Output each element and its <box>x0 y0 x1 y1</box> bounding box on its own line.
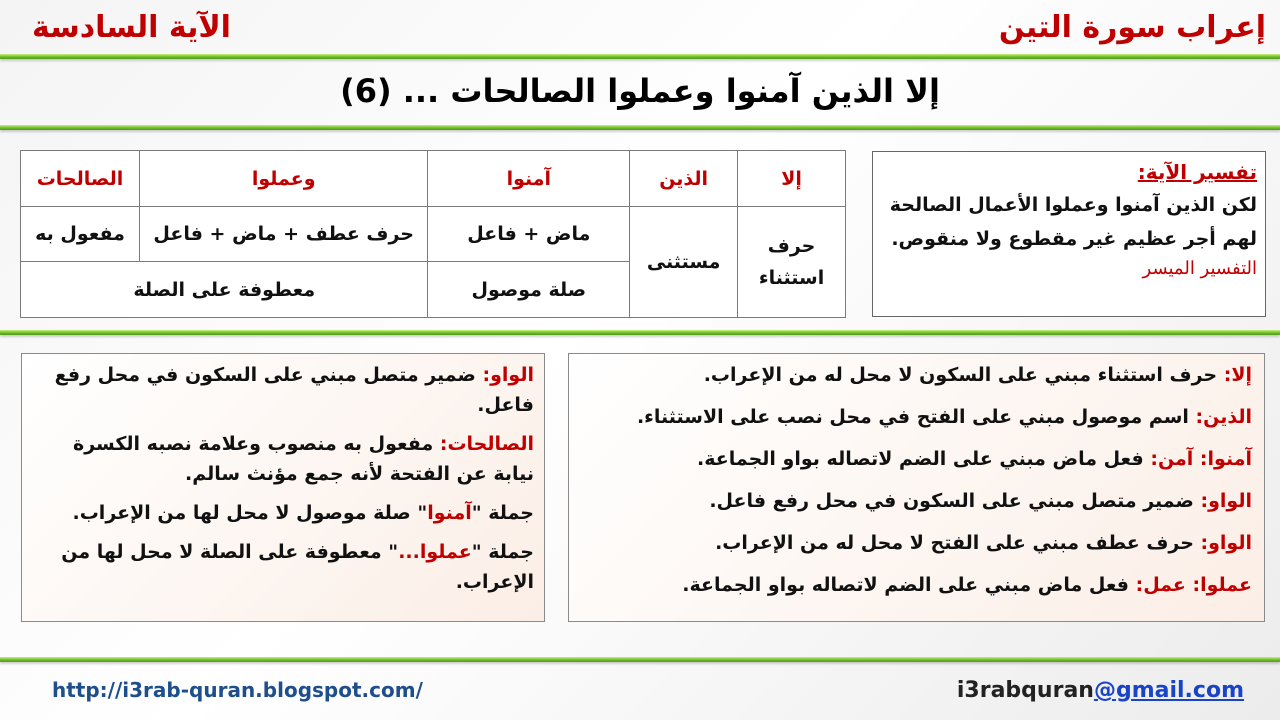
irab-word: الصالحات: <box>439 433 534 455</box>
tafsir-line: لكن الذين آمنوا وعملوا الأعمال الصالحة <box>889 194 1257 216</box>
irab-line <box>579 570 1252 600</box>
irab-word: الواو: <box>1200 532 1252 554</box>
irab-text: اسم موصول مبني على الفتح في محل نصب على الاستثناء. <box>636 406 1196 428</box>
irab-word: عملوا... <box>398 541 472 563</box>
irab-word: عملوا: عمل: <box>1135 574 1252 596</box>
email-domain: @gmail.com <box>1093 678 1244 703</box>
email-user: i3rabquran <box>956 678 1094 703</box>
table-header-row <box>21 151 846 207</box>
cell-line: استثناء <box>758 267 825 289</box>
cell-line: حرف <box>767 235 816 257</box>
tafsir-source: التفسير الميسر <box>1142 258 1257 279</box>
irab-line <box>579 528 1252 558</box>
irab-text: جملة " <box>471 541 534 563</box>
irab-line <box>579 402 1252 432</box>
irab-text: ضمير متصل مبني على السكون في محل رفع فاعل. <box>54 364 534 416</box>
irab-text: فعل ماض مبني على الضم لاتصاله بواو الجماعة. <box>682 574 1136 596</box>
verse-heading: إلا الذين آمنوا وعملوا الصالحات ... (6) <box>340 72 940 110</box>
grammar-table <box>20 150 846 318</box>
irab-word: آمنوا <box>427 502 472 524</box>
table-header-cell: الصالحات <box>21 151 140 207</box>
table-row <box>21 207 846 262</box>
irab-word: الواو: <box>1200 490 1252 512</box>
divider-verse <box>0 125 1280 130</box>
email-link[interactable] <box>957 678 1244 703</box>
irab-box-left <box>21 353 545 622</box>
irab-text: " معطوفة على الصلة لا محل لها من الإعراب. <box>61 541 534 593</box>
table-cell: ماض + فاعل <box>428 207 630 262</box>
irab-word: آمنوا: آمن: <box>1150 448 1252 470</box>
irab-word: إلا: <box>1223 364 1252 386</box>
table-header-cell: الذين <box>630 151 738 207</box>
divider-middle <box>0 330 1280 335</box>
tafsir-box <box>872 151 1266 317</box>
tafsir-heading: تفسير الآية: <box>1137 160 1257 184</box>
table-cell: مفعول به <box>21 207 140 262</box>
divider-bottom <box>0 657 1280 662</box>
table-cell: معطوفة على الصلة <box>21 262 428 318</box>
divider-top <box>0 54 1280 59</box>
irab-text: ضمير متصل مبني على السكون في محل رفع فاعل. <box>709 490 1201 512</box>
irab-text: جملة " <box>471 502 534 524</box>
irab-text: حرف استثناء مبني على السكون لا محل له من الإعراب. <box>703 364 1224 386</box>
irab-text: فعل ماض مبني على الضم لاتصاله بواو الجماعة. <box>697 448 1151 470</box>
table-header-cell: آمنوا <box>428 151 630 207</box>
irab-text: حرف عطف مبني على الفتح لا محل له من الإعراب. <box>715 532 1201 554</box>
irab-word: الواو: <box>482 364 534 386</box>
table-cell: صلة موصول <box>428 262 630 318</box>
tafsir-text <box>883 188 1257 256</box>
table-header-cell: وعملوا <box>139 151 428 207</box>
table-cell-alladhina: مستثنى <box>630 207 738 318</box>
irab-line <box>579 444 1252 474</box>
ayah-label: الآية السادسة <box>32 10 231 45</box>
irab-text: مفعول به منصوب وعلامة نصبه الكسرة نيابة عن الفتحة لأنه جمع مؤنث سالم. <box>72 433 534 485</box>
table-cell: حرف عطف + ماض + فاعل <box>139 207 428 262</box>
irab-line <box>34 360 534 420</box>
irab-line <box>34 498 534 528</box>
irab-line <box>579 486 1252 516</box>
irab-line <box>34 429 534 489</box>
surah-title: إعراب سورة التين <box>998 10 1266 45</box>
irab-line <box>579 360 1252 390</box>
irab-line <box>34 537 534 597</box>
irab-word: الذين: <box>1195 406 1252 428</box>
table-cell-illa <box>738 207 846 318</box>
blog-link[interactable]: http://i3rab-quran.blogspot.com/ <box>52 678 423 702</box>
irab-text: " صلة موصول لا محل لها من الإعراب. <box>72 502 428 524</box>
tafsir-line: لهم أجر عظيم غير مقطوع ولا منقوص. <box>891 228 1257 250</box>
table-header-cell: إلا <box>738 151 846 207</box>
irab-box-right <box>568 353 1265 622</box>
